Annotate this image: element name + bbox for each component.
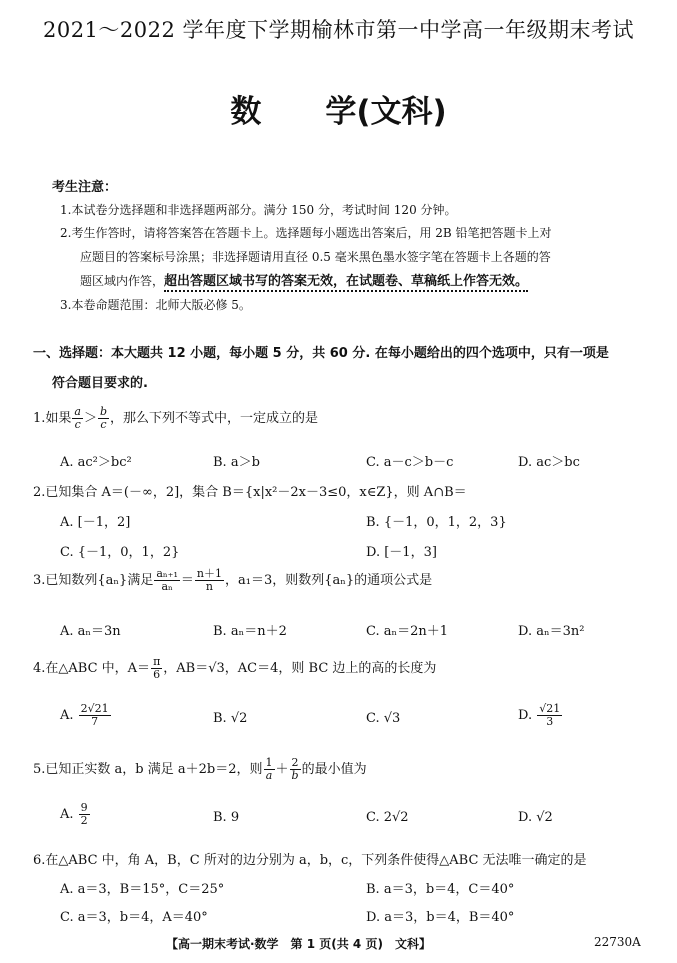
question-4-option-c: C. √3 [366,711,401,726]
question-4-stem: 4.在△ABC 中，A＝ $\frac{\pi}{6}$ ，AB＝√3，AC＝4，则 BC 边上的高的长度为 [33,655,437,681]
question-2-option-b: B. {－1，0，1，2，3} [366,515,507,530]
question-1-option-c: C. a－c＞b－c [366,455,454,470]
notice-item-2-line3: 题区域内作答，超出答题区域书写的答案无效，在试题卷、草稿纸上作答无效。 [80,270,528,289]
question-2-option-c: C. {－1，0，1，2} [60,545,180,560]
question-3-stem: 3.已知数列{aₙ}满足 $\frac{\text{aₙ₊₁}}{\text{aₙ}}$ ＝ $\frac{n+1}{n}$ ，a₁＝3，则数列{aₙ}的通项公式是 [33,567,433,593]
question-6-option-b: B. a＝3，b＝4，C＝40° [366,882,515,897]
question-5-option-c: C. 2√2 [366,810,409,825]
notice-item-3: 3.本卷命题范围：北师大版必修 5。 [60,298,251,312]
question-4-option-a: A. $\frac{2√21}{7}$ [60,702,109,728]
section-heading-cont: 符合题目要求的. [52,376,148,391]
question-6-option-d: D. a＝3，b＝4，B＝40° [366,910,515,925]
question-5-option-b: B. 9 [213,810,240,825]
notice-heading: 考生注意： [52,180,118,195]
notice-item-2-line2: 应题目的答案标号涂黑；非选择题请用直径 0.5 毫米黑色墨水签字笔在答题卡上各题的答 [80,250,551,264]
notice-emphasis: 超出答题区域书写的答案无效，在试题卷、草稿纸上作答无效。 [164,274,528,292]
question-5-stem: 5.已知正实数 a，b 满足 a＋2b＝2，则 $\frac{1}{a}$ ＋ $\frac{2}{b}$ 的最小值为 [33,756,367,782]
question-1-option-b: B. a＞b [213,455,260,470]
question-2-option-a: A. [－1，2] [60,515,131,530]
question-3-option-d: D. aₙ＝3n² [518,624,585,639]
question-3-option-b: B. aₙ＝n＋2 [213,624,287,639]
exam-title: 2021～2022 学年度下学期榆林市第一中学高一年级期末考试 [42,18,635,42]
question-3-option-c: C. aₙ＝2n＋1 [366,624,449,639]
question-1-option-a: A. ac²＞bc² [60,455,132,470]
question-5-option-a: A. $\frac{9}{2}$ [60,801,88,827]
paper-code: 22730A [594,935,641,949]
section-heading: 一、选择题：本大题共 12 小题，每小题 5 分，共 60 分. 在每小题给出的四个选项中，只有一项是 [33,346,609,361]
question-4-option-b: B. √2 [213,711,248,726]
subject-title: 数 学(文科) [230,94,447,130]
question-6-option-a: A. a＝3，B＝15°，C＝25° [60,882,225,897]
question-6-stem: 6.在△ABC 中，角 A，B，C 所对的边分别为 a，b，c，下列条件使得△ABC 无法唯一确定的是 [33,853,587,868]
question-1-option-d: D. ac＞bc [518,455,580,470]
question-2-stem: 2.已知集合 A＝(－∞，2]，集合 B＝{x|x²－2x－3≤0，x∈Z}，则 A∩B＝ [33,485,467,500]
question-1-stem: 1.如果 $\frac{a}{c}$ ＞ $\frac{b}{c}$ ，那么下列不等式中，一定成立的是 [33,405,319,431]
page-footer: 【高一期末考试·数学 第 1 页(共 4 页) 文科】 [166,937,431,951]
question-5-option-d: D. √2 [518,810,553,825]
question-4-option-d: D. $\frac{√21}{3}$ [518,702,561,728]
notice-item-2-line1: 2.考生作答时，请将答案答在答题卡上。选择题每小题选出答案后，用 2B 铅笔把答题卡上对 [60,226,552,240]
question-6-option-c: C. a＝3，b＝4，A＝40° [60,910,208,925]
notice-item-1: 1.本试卷分选择题和非选择题两部分。满分 150 分，考试时间 120 分钟。 [60,203,457,217]
question-2-option-d: D. [－1，3] [366,545,437,560]
question-3-option-a: A. aₙ＝3n [60,624,121,639]
